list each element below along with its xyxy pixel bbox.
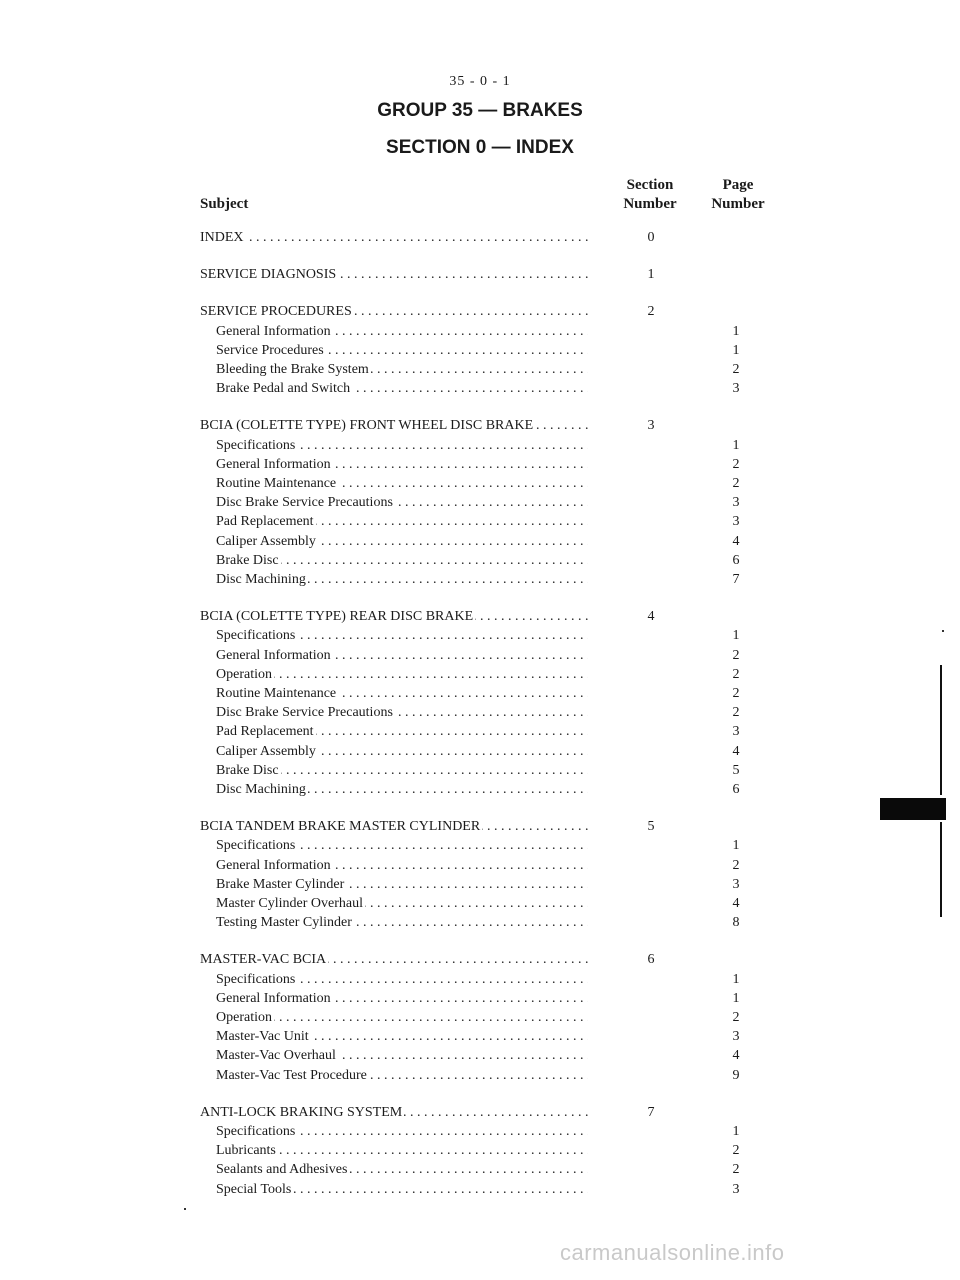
toc-item-row [216,836,756,856]
toc-page-number: 2 [732,1143,740,1159]
toc-group-row [200,302,655,322]
toc-item-row [216,1122,756,1142]
toc-group-title: BCIA (COLETTE TYPE) REAR DISC BRAKE [200,609,474,625]
toc-section-number: 4 [647,609,655,625]
toc-item-row [216,875,756,895]
group-title: GROUP 35 — BRAKES [377,100,583,121]
scan-speck [184,1208,186,1210]
toc-item-label: Service Procedures [216,342,324,358]
toc-item-label: General Information [216,647,331,663]
section-title: SECTION 0 — INDEX [386,137,574,158]
toc-item-label: Pad Replacement [216,724,314,740]
toc-group-title: BCIA TANDEM BRAKE MASTER CYLINDER [200,819,481,835]
toc-item-label: Disc Machining [216,782,306,797]
toc-item-label: Lubricants [216,1143,276,1159]
toc-group-row [200,416,655,436]
toc-item-row [216,322,756,342]
toc-item-row [216,684,756,704]
toc-item-label: General Information [216,323,331,339]
header-section-line1: Section [626,177,674,193]
toc-page-number: 5 [732,762,740,778]
toc-group-row [200,817,655,837]
toc-item-label: Master Cylinder Overhaul [216,896,363,911]
toc-page-number: 3 [732,495,740,511]
toc-item-label: Disc Brake Service Precautions [216,705,393,721]
toc-group-row [200,607,655,627]
toc-item-label: Disc Machining [216,572,306,587]
section-tab-marker [880,798,946,820]
toc-group-title: INDEX [200,230,244,245]
toc-item-label: Brake Disc [216,552,279,568]
toc-item-row [216,570,756,590]
toc-item-label: Specifications [216,971,296,987]
toc-item-row [216,780,756,800]
toc-page-number: 1 [732,838,740,854]
toc-item-label: Operation [216,666,272,682]
toc-item-label: Testing Master Cylinder [216,915,352,931]
toc-page-number: 2 [732,647,740,663]
toc-group-row [200,1103,655,1123]
toc-item-row [216,1160,756,1180]
toc-group-title: MASTER-VAC BCIA [200,952,327,968]
toc-item-row [216,894,756,914]
toc-item-row [216,703,756,723]
toc-page-number: 1 [732,323,740,339]
toc-item-row [216,1008,756,1028]
toc-group-title: BCIA (COLETTE TYPE) FRONT WHEEL DISC BRAKE [200,418,534,434]
page-number: 35 - 0 - 1 [449,74,511,89]
toc-page-number: 9 [732,1067,740,1083]
toc-group-title: SERVICE DIAGNOSIS [200,267,337,283]
toc-section-number: 7 [647,1104,655,1120]
toc-item-label: General Information [216,456,331,472]
toc-item-row [216,742,756,762]
tab-edge-line-lower [940,822,942,917]
toc-item-row [216,551,756,571]
toc-page-number: 3 [732,1181,740,1197]
toc-item-row [216,856,756,876]
toc-page-number: 3 [732,514,740,530]
tab-edge-line [940,665,942,795]
toc-item-row [216,341,756,361]
toc-group-title: SERVICE PROCEDURES [200,304,352,320]
toc-page-number: 4 [732,896,740,911]
toc-item-row [216,1141,756,1161]
header-subject: Subject [200,196,249,212]
toc-item-label: Pad Replacement [216,514,314,530]
toc-item-label: General Information [216,990,331,1006]
toc-page-number: 2 [732,666,740,682]
toc-item-label: Brake Disc [216,762,279,778]
toc-item-label: Master-Vac Unit [216,1029,309,1045]
toc-page-number: 1 [732,342,740,358]
toc-page-number: 1 [732,628,740,644]
toc-page-number: 2 [732,686,740,701]
toc-page-number: 1 [732,990,740,1006]
header-page-line2: Number [711,196,765,212]
toc-item-row [216,722,756,742]
toc-page-number: 3 [732,724,740,740]
toc-item-row [216,360,756,380]
toc-section-number: 3 [647,418,655,434]
toc-page-number: 2 [732,1162,740,1178]
toc-item-row [216,532,756,552]
toc-page-number: 3 [732,876,740,892]
toc-page-number: 7 [732,572,740,587]
toc-item-label: Routine Maintenance [216,686,337,701]
toc-page-number: 3 [732,1029,740,1045]
scan-speck [942,630,944,632]
toc-item-row [216,913,756,933]
toc-page-number: 4 [732,533,740,549]
toc-item-row [216,436,756,456]
toc-page-number: 2 [732,857,740,873]
toc-item-row [216,989,756,1009]
toc-item-label: Master-Vac Overhaul [216,1048,336,1064]
toc-page-number: 1 [732,437,740,453]
toc-page-number: 1 [732,1124,740,1139]
toc-item-row [216,1027,756,1047]
toc-page-number: 3 [732,381,740,397]
toc-item-label: Specifications [216,1124,296,1139]
toc-page-number: 6 [732,552,740,568]
toc-item-row [216,379,756,399]
toc-item-label: Specifications [216,628,296,644]
toc-section-number: 0 [647,230,655,245]
toc-item-row [216,646,756,666]
toc-item-row [216,455,756,475]
toc-section-number: 5 [647,819,655,835]
toc-item-row [216,493,756,513]
toc-group-row [200,265,655,285]
toc-group-row [200,228,655,248]
toc-page-number: 2 [732,705,740,721]
toc-section-number: 6 [647,952,655,968]
header-section-line2: Number [623,196,677,212]
toc-item-label: General Information [216,857,331,873]
toc-item-row [216,761,756,781]
toc-group-row [200,950,655,970]
toc-item-label: Operation [216,1010,272,1025]
toc-page-number: 2 [732,456,740,472]
toc-section-number: 1 [647,267,655,283]
toc-item-row [216,626,756,646]
watermark: carmanualsonline.info [560,1240,785,1265]
toc-item-label: Brake Master Cylinder [216,876,345,892]
toc-item-label: Master-Vac Test Procedure [216,1067,367,1083]
toc-item-label: Caliper Assembly [216,533,316,549]
toc-page-number: 8 [732,915,740,931]
toc-page-number: 2 [732,362,740,377]
toc-item-label: Routine Maintenance [216,476,337,491]
toc-item-row [216,1046,756,1066]
toc-page-number: 1 [732,971,740,987]
toc-item-row [216,512,756,532]
toc-page-number: 4 [732,743,740,759]
toc-section-number: 2 [647,304,655,320]
toc-item-label: Special Tools [216,1181,292,1197]
toc-page-number: 2 [732,1010,740,1025]
toc-item-row [216,1180,756,1200]
toc-page-number: 2 [732,476,740,491]
toc-group-title: ANTI-LOCK BRAKING SYSTEM [200,1104,403,1120]
toc-item-label: Disc Brake Service Precautions [216,495,393,511]
toc-item-label: Specifications [216,838,296,854]
toc-item-row [216,665,756,685]
toc-item-row [216,970,756,990]
toc-page-number: 6 [732,782,740,797]
toc-item-label: Specifications [216,437,296,453]
toc-page-number: 4 [732,1048,740,1064]
toc-item-label: Caliper Assembly [216,743,316,759]
toc-item-label: Sealants and Adhesives [216,1162,348,1178]
toc-item-label: Brake Pedal and Switch [216,381,351,397]
toc-item-label: Bleeding the Brake System [216,362,369,377]
toc-item-row [216,1066,756,1086]
toc-item-row [216,474,756,494]
header-page-line1: Page [722,177,754,193]
